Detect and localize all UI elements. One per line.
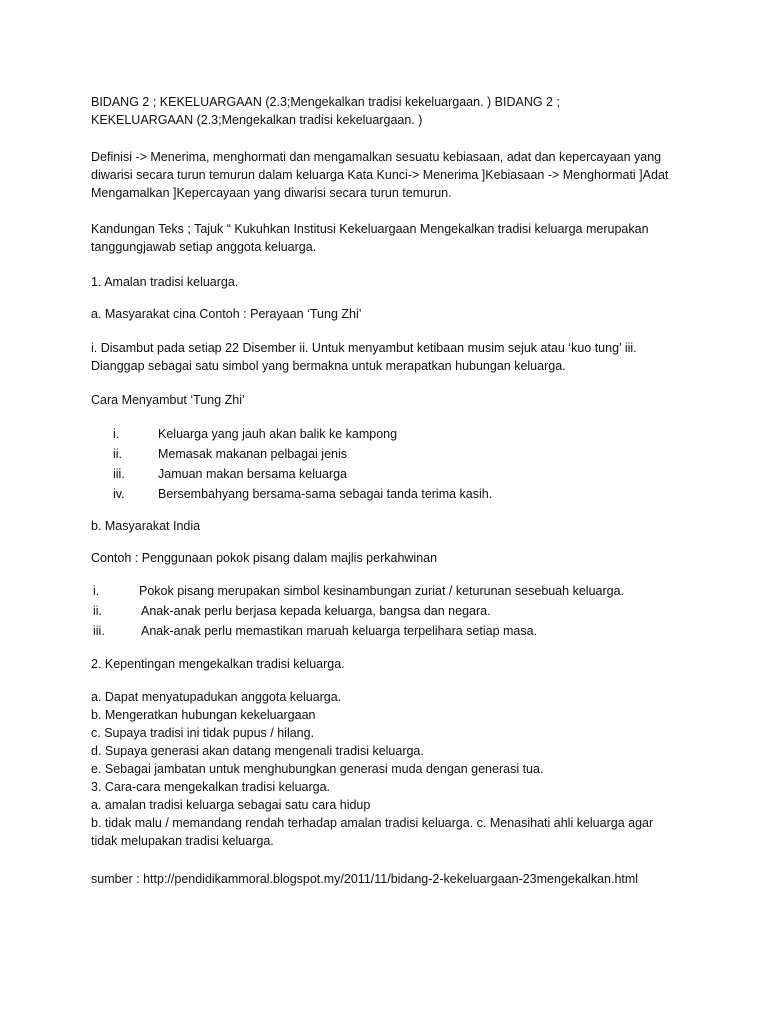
list-item <box>113 425 733 445</box>
list-item: c. Supaya tradisi ini tidak pupus / hilang. <box>91 726 315 740</box>
cina-title-text: a. Masyarakat cina Contoh : Perayaan ‘Tung Zhi’ <box>91 307 362 321</box>
definisi-line: diwarisi secara turun temurun dalam keluarga Kata Kunci-> Menerima ]Kebiasaan -> Menghormati ]Adat <box>91 168 669 182</box>
heading-line: BIDANG 2 ; KEKELUARGAAN (2.3;Mengekalkan tradisi kekeluargaan. ) BIDANG 2 ; <box>91 95 560 109</box>
cara-title-text: Cara Menyambut ‘Tung Zhi’ <box>91 393 245 407</box>
india-contoh-text: Contoh : Penggunaan pokok pisang dalam majlis perkahwinan <box>91 551 438 565</box>
section2-list <box>91 688 671 850</box>
kandungan-line: tanggungjawab setiap anggota keluarga. <box>91 240 317 254</box>
list-item-number: ii. <box>93 604 103 618</box>
cara-title <box>91 391 671 409</box>
section1-title-text: 1. Amalan tradisi keluarga. <box>91 275 239 289</box>
list-item <box>93 602 713 622</box>
sumber-text: sumber : http://pendidikammoral.blogspot.my/2011/11/bidang-2-kekeluargaan-23mengekalkan.html <box>91 872 639 886</box>
list-item: tidak melupakan tradisi keluarga. <box>91 834 274 848</box>
sumber-line <box>91 870 691 888</box>
list-item: e. Sebagai jambatan untuk menghubungkan generasi muda dengan generasi tua. <box>91 762 544 776</box>
list-item: b. tidak malu / memandang rendah terhadap amalan tradisi keluarga. c. Menasihati ahli keluarga agar <box>91 816 654 830</box>
list-item-number: iv. <box>113 487 125 501</box>
list-item <box>93 582 713 602</box>
list-item-text: Anak-anak perlu memastikan maruah keluarga terpelihara setiap masa. <box>141 624 538 638</box>
cina-description <box>91 339 671 375</box>
cina-description-line: i. Disambut pada setiap 22 Disember ii. Untuk menyambut ketibaan musim sejuk atau ‘kuo tung’ iii. <box>91 341 637 355</box>
list-item-number: i. <box>113 427 120 441</box>
india-contoh <box>91 549 671 567</box>
heading-line: KEKELUARGAAN (2.3;Mengekalkan tradisi kekeluargaan. ) <box>91 113 423 127</box>
list-item-text: Anak-anak perlu berjasa kepada keluarga, bangsa dan negara. <box>141 604 491 618</box>
list-item-number: ii. <box>113 447 123 461</box>
list-item: 3. Cara-cara mengekalkan tradisi keluarga. <box>91 780 331 794</box>
cina-title <box>91 305 671 323</box>
list-item <box>93 622 713 642</box>
list-item <box>113 485 733 505</box>
list-item-text: Memasak makanan pelbagai jenis <box>158 447 347 461</box>
list-item <box>113 445 733 465</box>
list-item: b. Mengeratkan hubungan kekeluargaan <box>91 708 316 722</box>
document-heading <box>91 93 671 129</box>
list-item: a. amalan tradisi keluarga sebagai satu cara hidup <box>91 798 371 812</box>
definisi-paragraph <box>91 148 671 202</box>
section2-title <box>91 655 671 673</box>
india-title-text: b. Masyarakat India <box>91 519 201 533</box>
list-item-text: Bersembahyang bersama-sama sebagai tanda terima kasih. <box>158 487 493 501</box>
cina-description-line: Dianggap sebagai satu simbol yang bermakna untuk merapatkan hubungan keluarga. <box>91 359 566 373</box>
definisi-line: Mengamalkan ]Kepercayaan yang diwarisi secara turun temurun. <box>91 186 452 200</box>
list-item: d. Supaya generasi akan datang mengenali tradisi keluarga. <box>91 744 424 758</box>
list-item-text: Keluarga yang jauh akan balik ke kampong <box>158 427 398 441</box>
list-item <box>113 465 733 485</box>
section2-title-text: 2. Kepentingan mengekalkan tradisi keluarga. <box>91 657 345 671</box>
section1-title <box>91 273 671 291</box>
kandungan-line: Kandungan Teks ; Tajuk “ Kukuhkan Institusi Kekeluargaan Mengekalkan tradisi keluarga merupakan <box>91 222 649 236</box>
india-title <box>91 517 671 535</box>
list-item-text: Pokok pisang merupakan simbol kesinambungan zuriat / keturunan sesebuah keluarga. <box>139 584 625 598</box>
list-item-number: iii. <box>93 624 105 638</box>
list-item-number: i. <box>93 584 100 598</box>
list-item-number: iii. <box>113 467 125 481</box>
list-item: a. Dapat menyatupadukan anggota keluarga. <box>91 690 342 704</box>
definisi-line: Definisi -> Menerima, menghormati dan mengamalkan sesuatu kebiasaan, adat dan kepercayaan yang <box>91 150 662 164</box>
kandungan-paragraph <box>91 220 671 256</box>
list-item-text: Jamuan makan bersama keluarga <box>158 467 347 481</box>
